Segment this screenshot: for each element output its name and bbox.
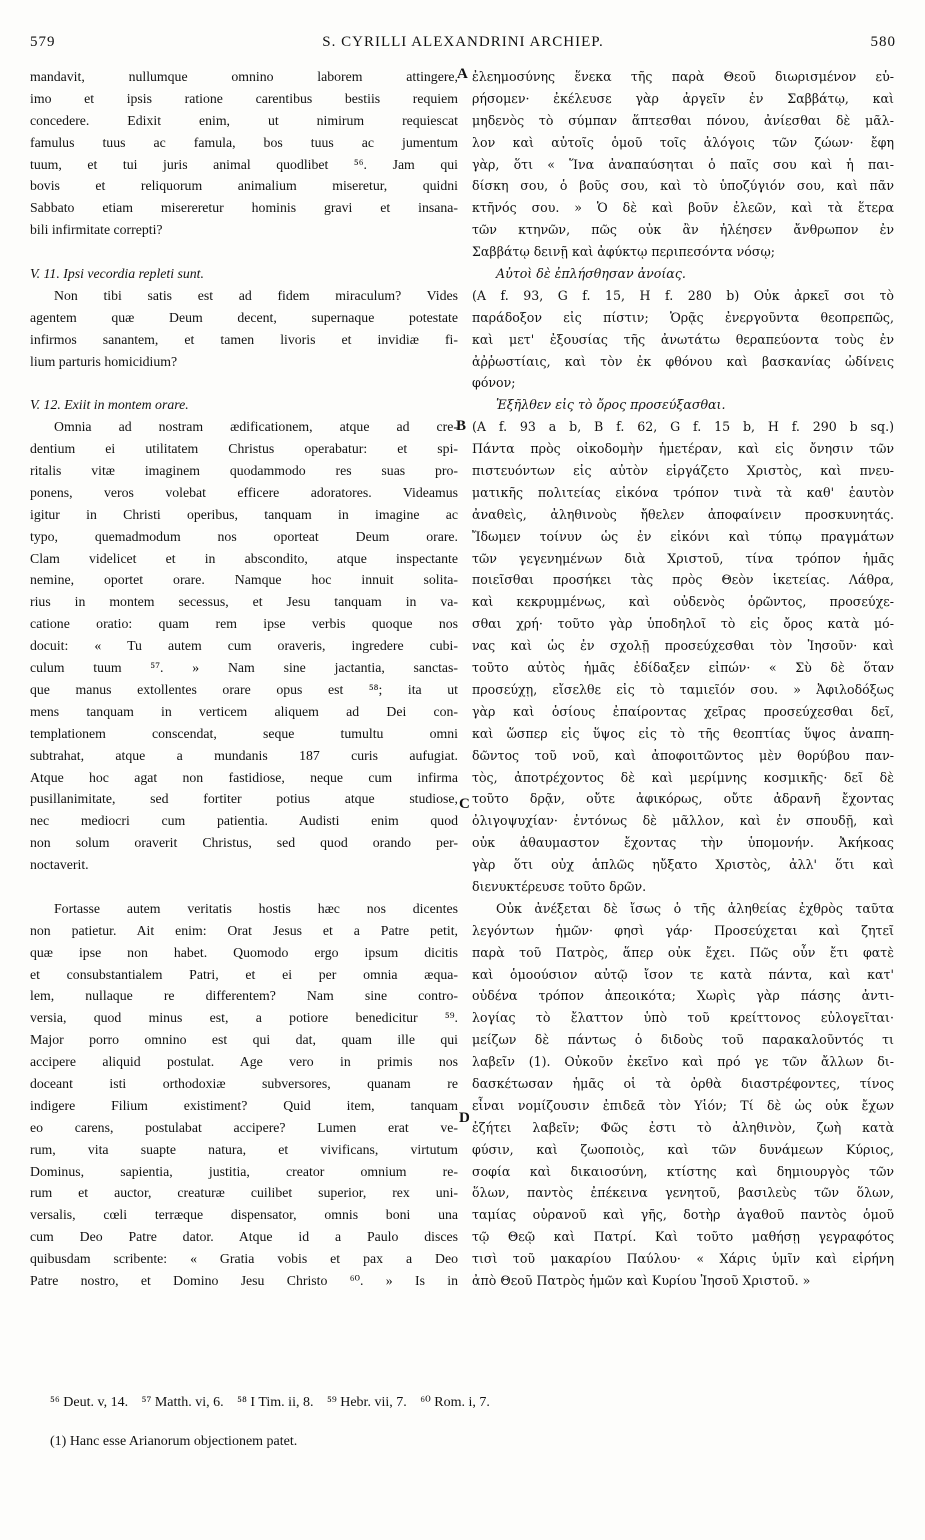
greek-verse-heading: Αὐτοὶ δὲ ἐπλήσθησαν ἀνοίας. bbox=[496, 266, 686, 282]
latin-line: bovis et reliquorum animalium miseretur, quidni bbox=[30, 178, 458, 194]
latin-line: rius in montem secessus, et Jesu tanquam in va- bbox=[30, 594, 458, 610]
latin-line: Non tibi satis est ad fidem miraculum? Vides bbox=[54, 287, 458, 303]
footnote-ref: ⁵⁹ Hebr. vii, 7. bbox=[326, 1395, 407, 1410]
latin-line: culum tuum ⁵⁷. » Nam sine jactantia, sanctas- bbox=[30, 660, 458, 676]
greek-line: Ἴδωμεν τοίνυν ὡς ἐν εἰκόνι καὶ τύπῳ πραγμάτων bbox=[472, 528, 894, 544]
latin-line: non patietur. Ait enim: Orat Jesus et a Patre petit, bbox=[30, 922, 458, 938]
greek-line: ματικῆς πολιτείας εἰκόνα τρόπον τινὰ τὰ καθ' ἑαυτὸν bbox=[472, 484, 894, 500]
latin-line: versalis, cœli terræque dispensator, omnis boni una bbox=[30, 1207, 458, 1223]
latin-line: imo et ipsis ratione carentibus bestiis requiem bbox=[30, 90, 458, 106]
greek-line: ὀλιγοψυχίαν· ἐντόνως δὲ μᾶλλον, καὶ ἐν σπουδῇ, καὶ bbox=[472, 813, 894, 829]
latin-line: cum Deo Patre dator. Atque id a Paulo disces bbox=[30, 1229, 458, 1245]
latin-line: famulus tuus ac famula, bos tuus ac jumentum bbox=[30, 134, 458, 150]
scripture-references bbox=[50, 1392, 894, 1414]
latin-line: catione oratio: quam rem ipse verbis quoque nos bbox=[30, 616, 458, 632]
greek-line: τῷ Θεῷ καὶ Πατρί. Καὶ τοῦτο μαθήσῃ γεγραφότος bbox=[472, 1229, 894, 1245]
greek-line: καὶ μετ' ἐξουσίας τῆς ἀνωτάτω θεραπεύοντα τοὺς ἐν bbox=[472, 331, 894, 347]
greek-line: τοῦτο δρᾷν, οὔτε ἀφικόρως, οὔτε ἀδρανῆ ἔχοντας bbox=[472, 791, 894, 807]
running-title: S. CYRILLI ALEXANDRINI ARCHIEP. bbox=[322, 34, 604, 50]
greek-line: Οὐκ ἀνέξεται δὲ ἴσως ὁ τῆς ἀληθείας ἐχθρὸς ταῦτα bbox=[496, 900, 894, 916]
greek-line: λον καὶ αὐτοῖς ὁμοῦ τοῖς ἀλόγοις τῶν ζώων· ἔφη bbox=[472, 134, 894, 150]
page-number-left: 579 bbox=[30, 34, 56, 50]
latin-line: non solum oraverit Christus, sed quod orando per- bbox=[30, 835, 458, 851]
greek-line: παρὰ τοῦ Πατρὸς, ἅπερ οὐκ ἔχει. Πῶς οὖν ἔτι φατὲ bbox=[472, 944, 894, 960]
latin-line: igitur in Christi operibus, tanquam in imagine ac bbox=[30, 506, 458, 522]
greek-line: ἐλεημοσύνης ἕνεκα τῆς παρὰ Θεοῦ διωρισμένον εὑ- bbox=[472, 69, 894, 84]
footnote-ref: ⁵⁸ I Tim. ii, 8. bbox=[237, 1395, 314, 1410]
greek-verse-heading: Ἐξῆλθεν εἰς τὸ ὄρος προσεύξασθαι. bbox=[496, 397, 726, 413]
latin-line: ritalis vitæ imaginem quodammodo res suas pro- bbox=[30, 463, 458, 479]
latin-line: Atque hoc agat non fastidiose, neque cum infirma bbox=[30, 769, 458, 785]
latin-line: lium parturis homicidium? bbox=[30, 353, 178, 369]
latin-line: doceant isti orthodoxiæ subversores, quanam re bbox=[30, 1075, 458, 1091]
latin-line bbox=[30, 241, 458, 263]
greek-line: τοῦτο αὐτὸς ἡμᾶς ἐδίδαξεν εἰπών· « Σὺ δὲ ὅταν bbox=[472, 660, 894, 676]
latin-line: versia, quod minus est, a potiore benedicitur ⁵⁹. bbox=[30, 1010, 458, 1026]
latin-line: Fortasse autem veritatis hostis hæc nos dicentes bbox=[54, 900, 458, 916]
page-header bbox=[30, 34, 896, 58]
greek-line: παράδοξον εἰς πίστιν; Ὁρᾷς ἐνεργοῦντα θεοπρεπῶς, bbox=[472, 309, 894, 325]
latin-line: rum et auctor, creaturæ cuilibet superior, rex uni- bbox=[30, 1185, 458, 1201]
latin-line: Sabbato etiam misereretur hominis gravi et insana- bbox=[30, 200, 458, 216]
section-marker-d: D bbox=[459, 1110, 470, 1126]
latin-line: Patre nostro, et Domino Jesu Christo ⁶⁰. » Is in bbox=[30, 1272, 458, 1288]
greek-line: τῶν γεγενημένων διὰ Χριστοῦ, τίνα τρόπον ἡμᾶς bbox=[472, 550, 894, 566]
footnote-ref: ⁶⁰ Rom. i, 7. bbox=[420, 1395, 490, 1410]
greek-line: τῶν κτηνῶν, πῶς οὐκ ἂν ἠλέησεν ἄνθρωπον ἐν bbox=[472, 222, 894, 238]
latin-line: templationem conscendat, seque tumultu omni bbox=[30, 725, 458, 741]
greek-line: προσεύχῃ, εἴσελθε εἰς τὸ ταμιεῖόν σου. » Ἀφιλοδόξως bbox=[472, 681, 894, 697]
greek-line: νας καὶ ὡς ἐν σχολῇ προσεύχεσθαι τὸν Ἰησοῦν· καὶ bbox=[472, 638, 894, 654]
greek-line: μηδενὸς τὸ σύμπαν ἅπτεσθαι πόνου, ἀνίεσθαι δὲ μᾶλ- bbox=[472, 112, 894, 128]
greek-line: διενυκτέρευσε τοῦτο δρῶν. bbox=[472, 878, 647, 894]
greek-line: λαβεῖν (1). Οὐκοῦν ἐκεῖνο καὶ πρό γε τῶν ἄλλων δι- bbox=[472, 1054, 894, 1070]
latin-line: pusillanimitate, sed fortiter potius atque studiose, bbox=[30, 791, 458, 807]
greek-line: λογίας τὸ ἔλαττον ὑπὸ τοῦ κρείττονος εὐλογεῖται· bbox=[472, 1010, 894, 1026]
latin-line: nec mediocri cum patientia. Audisti enim quod bbox=[30, 813, 458, 829]
latin-line: nemine, oportet orare. Namque hoc innuit solita- bbox=[30, 572, 458, 588]
greek-line: εἶναι νομίζουσιν ἐπιδεᾶ τὸν Υἱόν; Τί δὲ ὡς οὐκ ἔχων bbox=[472, 1097, 894, 1113]
greek-line: Πάντα πρὸς οἰκοδομὴν ἡμετέραν, καὶ εἰς ὄνησιν τῶν bbox=[472, 441, 894, 457]
latin-line: noctaverit. bbox=[30, 857, 89, 873]
greek-line: γὰρ ὅτι οὐχ ἁπλῶς ηὔξατο Χριστὸς, ἀλλ' ὅτι καὶ bbox=[472, 857, 894, 873]
greek-line: οὐκ ἀθαυμαστον ἔχοντας τὴν ὑπομονήν. Ἀκήκοας bbox=[472, 835, 894, 851]
greek-line: (A f. 93, G f. 15, H f. 280 b) Οὐκ ἀρκεῖ σοι τὸ bbox=[472, 287, 894, 303]
footnote-ref: ⁵⁷ Matth. vi, 6. bbox=[141, 1395, 224, 1410]
latin-line: lem, nullaque re differentem? Nam sine contro- bbox=[30, 988, 458, 1004]
latin-verse-heading: V. 11. Ipsi vecordia repleti sunt. bbox=[30, 266, 204, 282]
latin-line bbox=[30, 876, 458, 898]
greek-line: ρήσομεν· ἐκέλευσε γὰρ ἀργεῖν ἐν Σαββάτῳ, καὶ bbox=[472, 90, 894, 106]
greek-line: φόνον; bbox=[472, 375, 516, 391]
latin-line: subtrahat, atque a mundanis 187 curis aufugiat. bbox=[30, 747, 458, 763]
latin-line: que manus extollentes orare opus est ⁵⁸; ita ut bbox=[30, 681, 458, 697]
latin-line: mandavit, nullumque omnino laborem attingere, bbox=[30, 69, 458, 84]
latin-line: et consubstantialem Patri, et ei per omnia æqua- bbox=[30, 966, 458, 982]
greek-line: ὅλων, παντὸς ἐπέκεινα γενητοῦ, βασιλεὺς τῶν ὅλων, bbox=[472, 1185, 894, 1201]
greek-line: τὸς, ἀποτρέχοντος δὲ καὶ μερίμνης κοσμικῆς· δεῖ δὲ bbox=[472, 769, 894, 785]
latin-line: Omnia ad nostram ædificationem, atque ad cre- bbox=[54, 419, 458, 435]
latin-line: Clam videlicet et in abscondito, atque inspectante bbox=[30, 550, 458, 566]
greek-line: καὶ κεκρυμμένως, καὶ οὐδενὸς ὁρῶντος, προσεύχε- bbox=[472, 594, 894, 610]
greek-line: (A f. 93 a b, B f. 62, G f. 15 b, H f. 290 b sq.) bbox=[472, 419, 894, 435]
greek-line: πιστευόντων εἰς αὐτὸν εἰργάζετο Χριστὸς, καὶ πνευ- bbox=[472, 463, 894, 479]
greek-line: σθαι χρή· τοῦτο γὰρ ὑποδηλοῖ τὸ εἰς ὄρος κατὰ μό- bbox=[472, 616, 894, 632]
latin-line: agentem quæ Deum decent, supernaque potestate bbox=[30, 309, 458, 325]
section-marker-c: C bbox=[459, 796, 470, 812]
latin-line: concedere. Edixit enim, ut nimirum requiescat bbox=[30, 112, 458, 128]
greek-line: φύσιν, καὶ ζωοποιὸς, καὶ τῶν δυνάμεων Κύριος, bbox=[472, 1141, 894, 1157]
greek-line: τισὶ τοῦ μακαρίου Παύλου· « Χάρις ὑμῖν καὶ εἰρήνη bbox=[472, 1251, 894, 1267]
greek-line: δίσκη σου, ὁ βοῦς σου, καὶ τὸ ὑποζύγιόν σου, καὶ πᾶν bbox=[472, 178, 894, 194]
latin-line: quibusdam scribente: « Gratia vobis et pax a Deo bbox=[30, 1251, 458, 1267]
greek-line: καὶ ὥσπερ εἰς ὕψος εἰς τὸ τῆς θεοπτίας ὕψος ἀναπη- bbox=[472, 725, 894, 741]
greek-line: ἀῤῥωστίαις, καὶ τὸν ἐκ φθόνου καὶ βασκανίας ὠδίνεις bbox=[472, 353, 894, 369]
latin-line: indigere Filium existiment? Quid item, tanquam bbox=[30, 1097, 458, 1113]
latin-line: accipere aliquid postulat. Age vero in primis nos bbox=[30, 1054, 458, 1070]
latin-line: typo, quemadmodum nos oporteat Deum orare. bbox=[30, 528, 458, 544]
greek-line: λεγόντων ἡμῶν· φησὶ γάρ· Προσεύχεται καὶ ζητεῖ bbox=[472, 922, 894, 938]
greek-line: ἀπὸ Θεοῦ Πατρὸς ἡμῶν καὶ Κυρίου Ἰησοῦ Χριστοῦ. » bbox=[472, 1272, 811, 1288]
greek-line: ποιεῖσθαι προσήκει τὰς πρὸς Θεὸν ἱκετείας. Λάθρα, bbox=[472, 572, 894, 588]
latin-line: tuum, et tui juris animal quodlibet ⁵⁶. Jam qui bbox=[30, 156, 458, 172]
greek-line: καὶ ὁμοούσιον αὐτῷ ἴσον τε κατὰ πάντα, καὶ κατ' bbox=[472, 966, 894, 982]
greek-line: δασκέτωσαν ἡμᾶς οἱ τὰ ὀρθὰ διαστρέφοντες, τίνος bbox=[472, 1075, 894, 1091]
latin-line: Major porro omnino est qui dat, quam ille qui bbox=[30, 1032, 458, 1048]
section-marker-a: A bbox=[457, 66, 468, 82]
latin-column bbox=[30, 66, 458, 1386]
greek-line: γὰρ καὶ ὁσίους ἐπαίροντας χεῖρας προσεύχεσθαι δεῖ, bbox=[472, 703, 894, 719]
greek-line: οὐδένα τρόπον ἀπεοικότα; Χωρὶς γὰρ πάσης ἀντι- bbox=[472, 988, 894, 1004]
greek-column bbox=[472, 66, 894, 1386]
greek-line: δῶντος τοῦ νοῦ, καὶ ἀποφοιτῶντος μὲν θορύβου παν- bbox=[472, 747, 894, 763]
footnote-ref: ⁵⁶ Deut. v, 14. bbox=[50, 1395, 129, 1410]
latin-line: infirmos sanantem, et tamen livoris et invidiæ fi- bbox=[30, 331, 458, 347]
latin-line: docuit: « Tu autem cum oraveris, ingredere cubi- bbox=[30, 638, 458, 654]
greek-line: ταμίας οὐρανοῦ καὶ γῆς, δοτὴρ ἀγαθοῦ παντὸς ὁμοῦ bbox=[472, 1207, 894, 1223]
editor-footnote: (1) Hanc esse Arianorum objectionem patet. bbox=[50, 1434, 298, 1449]
greek-line: γὰρ, ὅτι « Ἵνα ἀναπαύσηται ὁ παῖς σου καὶ ἡ παι- bbox=[472, 156, 894, 172]
greek-line: κτῆνός σου. » Ὁ δὲ καὶ βοῦν ἐλεῶν, καὶ τὰ ἕτερα bbox=[472, 200, 894, 216]
latin-verse-heading: V. 12. Exiit in montem orare. bbox=[30, 397, 189, 413]
greek-line: σοφία καὶ δικαιοσύνη, κτίστης καὶ δημιουργὸς τῶν bbox=[472, 1163, 894, 1179]
greek-line: ἐζήτει λαβεῖν; Φῶς ἐστι τὸ ἀληθινὸν, ζωὴ κατὰ bbox=[472, 1119, 894, 1135]
latin-line: mens tanquam in verticem aliquem ad Dei con- bbox=[30, 703, 458, 719]
latin-line: bili infirmitate correpti? bbox=[30, 222, 163, 238]
page-number-right: 580 bbox=[870, 34, 896, 50]
greek-line: Σαββάτῳ δεινῇ καὶ ἀφύκτῳ περιπεσόντα νόσῳ; bbox=[472, 244, 775, 260]
latin-line: rum, vita suapte natura, et vivificans, virtutum bbox=[30, 1141, 458, 1157]
latin-line: eo carens, postulabat accipere? Lumen erat ve- bbox=[30, 1119, 458, 1135]
latin-line: Dominus, sapientia, justitia, creator omnium re- bbox=[30, 1163, 458, 1179]
latin-line bbox=[30, 372, 458, 394]
latin-line: quæ ipse non habet. Quomodo ergo ipsum dicitis bbox=[30, 944, 458, 960]
greek-line: ἀναθεὶς, ἀληθινοὺς ἤθελεν ἀποφαίνειν προσκυνητάς. bbox=[472, 506, 894, 522]
greek-line: μείζων δὲ πάντως ὁ διδοὺς τοῦ παρακαλοῦντός τι bbox=[472, 1032, 894, 1048]
footnotes bbox=[50, 1392, 894, 1449]
latin-line: dentium ei utilitatem Christus operabatur: et spi- bbox=[30, 441, 458, 457]
latin-line: ponens, veros volebat efficere adoratores. Videamus bbox=[30, 484, 458, 500]
section-marker-b: B bbox=[456, 418, 467, 434]
